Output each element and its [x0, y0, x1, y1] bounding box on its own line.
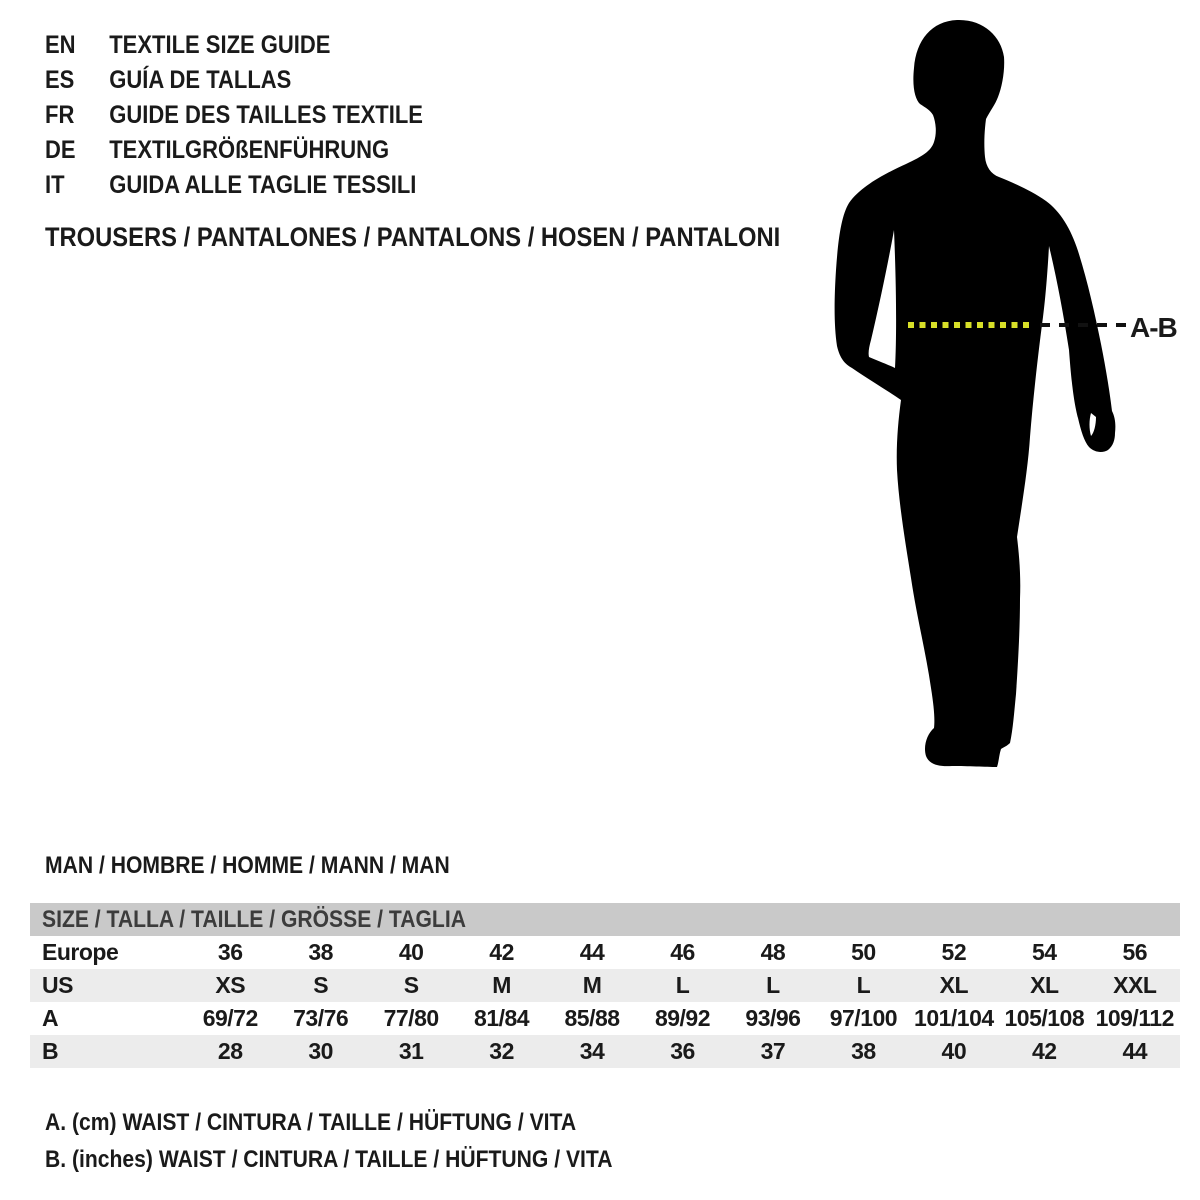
table-cell: 36 — [670, 1038, 695, 1064]
table-cell: S — [403, 972, 419, 998]
language-label: GUIDE DES TAILLES TEXTILE — [109, 101, 423, 129]
table-cell: 73/76 — [293, 1005, 349, 1031]
waist-measure-label: A-B — [1130, 312, 1177, 343]
table-row-europe — [30, 936, 1180, 969]
table-row-a — [30, 1002, 1180, 1035]
table-cell: XXL — [1113, 972, 1157, 998]
table-cell: 37 — [760, 1038, 786, 1064]
language-label: TEXTILGRÖßENFÜHRUNG — [109, 136, 390, 164]
table-cell: 40 — [398, 939, 424, 965]
table-cell: L — [766, 972, 780, 998]
table-cell: 93/96 — [745, 1005, 801, 1031]
row-label: B — [42, 1038, 59, 1064]
language-label: GUÍA DE TALLAS — [109, 66, 292, 94]
language-label: TEXTILE SIZE GUIDE — [109, 31, 331, 59]
table-cell: 34 — [579, 1038, 605, 1064]
table-cell: M — [582, 972, 602, 998]
table-cell: 38 — [851, 1038, 876, 1064]
gender-title: MAN / HOMBRE / HOMME / MANN / MAN — [45, 852, 450, 879]
man-silhouette-shape — [835, 20, 1116, 767]
language-row — [45, 168, 423, 203]
table-cell: 36 — [217, 939, 243, 965]
table-row-us — [30, 969, 1180, 1002]
table-cell: 54 — [1032, 939, 1057, 965]
footnote-line — [45, 1141, 690, 1178]
table-cell: 38 — [308, 939, 333, 965]
footnotes — [45, 1104, 690, 1178]
footnote-text: A. (cm) WAIST / CINTURA / TAILLE / HÜFTUNG / VITA — [45, 1108, 577, 1136]
table-cell: 40 — [941, 1038, 967, 1064]
table-cell: XS — [215, 972, 246, 998]
table-cell: XL — [939, 972, 969, 998]
size-table-rows — [30, 936, 1180, 1068]
table-cell: 44 — [1122, 1038, 1148, 1064]
category-title: TROUSERS / PANTALONES / PANTALONS / HOSEN / PANTALONI — [45, 222, 781, 252]
language-list — [45, 28, 423, 203]
row-label: US — [42, 972, 73, 998]
table-cell: 52 — [941, 939, 967, 965]
language-code: ES — [45, 66, 75, 94]
table-cell: 30 — [308, 1038, 333, 1064]
table-cell: 31 — [398, 1038, 424, 1064]
table-cell: 42 — [1032, 1038, 1057, 1064]
table-cell: 32 — [489, 1038, 514, 1064]
language-label: GUIDA ALLE TAGLIE TESSILI — [109, 171, 417, 199]
table-cell: 56 — [1122, 939, 1148, 965]
table-cell: 81/84 — [474, 1005, 530, 1031]
table-cell: 46 — [670, 939, 695, 965]
table-cell: 101/104 — [914, 1005, 994, 1031]
row-label: Europe — [42, 939, 119, 965]
size-table-header-label: SIZE / TALLA / TAILLE / GRÖSSE / TAGLIA — [42, 905, 466, 933]
table-cell: S — [313, 972, 329, 998]
table-cell: 105/108 — [1004, 1005, 1085, 1031]
table-cell: 77/80 — [383, 1005, 439, 1031]
table-cell: M — [492, 972, 511, 998]
table-cell: 28 — [217, 1038, 243, 1064]
table-cell: L — [675, 972, 690, 998]
table-cell: XL — [1030, 972, 1059, 998]
language-row — [45, 98, 423, 133]
table-cell: 85/88 — [564, 1005, 620, 1031]
table-cell: 97/100 — [829, 1005, 898, 1031]
table-cell: 69/72 — [202, 1005, 258, 1031]
language-row — [45, 133, 423, 168]
language-code: IT — [45, 171, 65, 199]
language-row — [45, 28, 423, 63]
language-code: EN — [45, 31, 76, 59]
size-table — [30, 903, 1180, 1068]
table-cell: 109/112 — [1095, 1005, 1174, 1031]
row-label: A — [42, 1005, 59, 1031]
table-cell: 44 — [579, 939, 605, 965]
table-cell: 50 — [851, 939, 876, 965]
table-cell: 48 — [760, 939, 786, 965]
language-code: DE — [45, 136, 76, 164]
footnote-text: B. (inches) WAIST / CINTURA / TAILLE / HÜFTUNG / VITA — [45, 1145, 613, 1173]
language-row — [45, 63, 423, 98]
table-cell: L — [856, 972, 871, 998]
size-table-header — [30, 903, 1180, 936]
table-cell: 42 — [489, 939, 514, 965]
table-row-b — [30, 1035, 1180, 1068]
language-code: FR — [45, 101, 75, 129]
table-cell: 89/92 — [654, 1005, 711, 1031]
footnote-line — [45, 1104, 690, 1141]
